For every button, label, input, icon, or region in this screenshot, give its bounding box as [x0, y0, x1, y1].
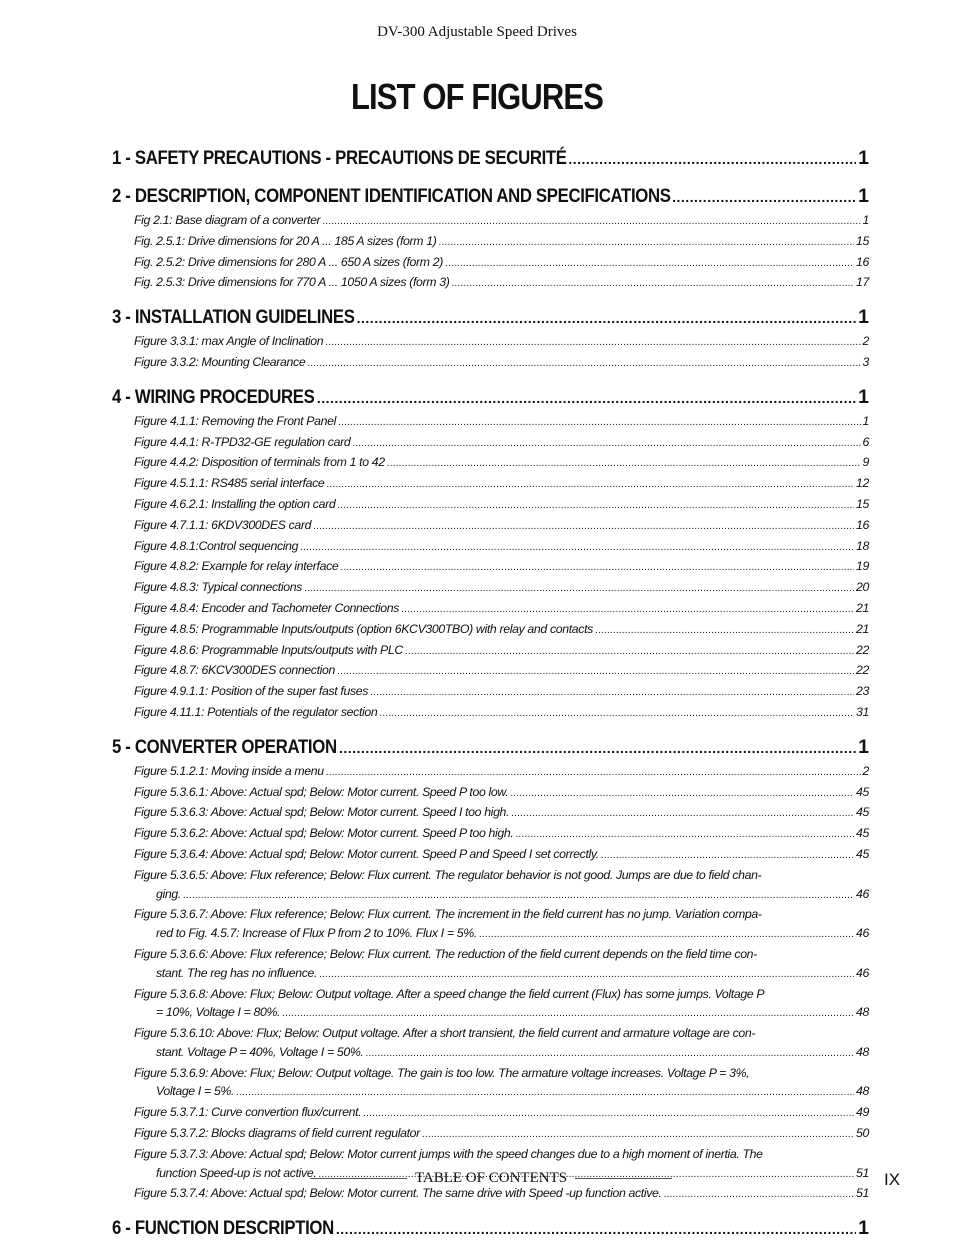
dot-leader	[340, 559, 854, 578]
figure-caption-line1: Figure 5.3.6.6: Above: Flux reference; Below: Flux current. The reduction of the field current depends on the field time con-	[134, 946, 757, 961]
figure-page: 48	[856, 1084, 869, 1099]
section-heading[interactable]	[112, 143, 869, 173]
figure-caption-line1: Figure 5.3.6.5: Above: Flux reference; Below: Flux current. The regulator behavior is not good. Jumps are due to field chan-	[134, 867, 762, 882]
section-page: 1	[858, 147, 869, 169]
dot-leader	[438, 234, 854, 253]
figure-page: 49	[856, 1105, 869, 1120]
dot-leader	[568, 144, 856, 174]
figure-entry[interactable]	[134, 353, 869, 374]
dot-leader	[387, 455, 861, 474]
figure-page: 46	[856, 886, 869, 901]
figure-entry[interactable]	[134, 985, 869, 1025]
figure-caption-line1: Figure 5.3.6.7: Above: Flux reference; Below: Flux current. The increment in the field current has no jump. Variation compa-	[134, 907, 762, 922]
figure-caption-line1: Figure 5.3.6.8: Above: Flux; Below: Output voltage. After a speed change the field current (Flux) has some jumps. Voltage P	[134, 986, 765, 1001]
figure-page: 20	[856, 580, 869, 595]
figure-caption: Figure 4.8.5: Programmable Inputs/outputs (option 6KCV300TBO) with relay and contacts	[134, 621, 593, 636]
toc-section	[112, 143, 869, 173]
figure-page: 16	[856, 517, 869, 532]
figure-caption: Figure 5.3.6.3: Above: Actual spd; Below: Motor current. Speed I too high.	[134, 805, 510, 820]
toc-section	[112, 181, 869, 294]
dot-leader	[352, 435, 860, 454]
dot-leader	[300, 539, 854, 558]
toc-section	[112, 732, 869, 1206]
dot-leader	[338, 414, 860, 433]
section-page: 1	[858, 1217, 869, 1240]
figure-caption: Figure 4.6.2.1: Installing the option card	[134, 496, 336, 511]
figure-caption-line2: function Speed-up is not active.	[156, 1165, 317, 1180]
figure-entry[interactable]	[134, 1103, 869, 1124]
section-page: 1	[858, 735, 869, 758]
page-footer	[310, 1170, 672, 1187]
figure-caption: Fig. 2.5.2: Drive dimensions for 280 A ... 650 A sizes (form 2)	[134, 254, 443, 269]
figure-entry[interactable]	[134, 783, 869, 804]
dot-leader	[515, 826, 854, 845]
figure-caption: Fig 2.1: Base diagram of a converter	[134, 213, 321, 227]
dot-leader	[326, 476, 854, 495]
figure-page: 45	[856, 784, 869, 799]
figure-entry[interactable]	[134, 273, 869, 294]
figure-caption: Figure 4.8.6: Programmable Inputs/outputs with PLC	[134, 642, 403, 657]
figure-caption-line2: = 10%, Voltage I = 80%.	[156, 1005, 281, 1020]
figure-entry[interactable]	[134, 703, 869, 724]
figure-entry[interactable]	[134, 1064, 869, 1104]
page-title: LIST OF FIGURES	[350, 76, 603, 117]
figure-page: 45	[856, 826, 869, 841]
figure-caption: Figure 5.3.7.1: Curve convertion flux/current.	[134, 1105, 362, 1120]
figure-page: 1	[862, 413, 869, 428]
dot-leader	[337, 663, 854, 682]
dot-leader	[322, 213, 860, 232]
figure-caption: Figure 5.3.6.4: Above: Actual spd; Below: Motor current. Speed P and Speed I set correctly.	[134, 846, 599, 861]
dot-leader	[664, 1186, 854, 1205]
figure-page: 46	[856, 965, 869, 980]
footer-rule-right	[575, 1178, 672, 1179]
figure-page: 22	[856, 642, 869, 657]
dot-leader	[405, 643, 854, 662]
figure-entry[interactable]	[134, 433, 869, 454]
figure-entry[interactable]	[134, 945, 869, 985]
figure-caption: Figure 3.3.1: max Angle of Inclination	[134, 334, 324, 349]
figure-page: 51	[856, 1165, 869, 1180]
figure-page: 48	[856, 1005, 869, 1020]
figure-entry[interactable]	[134, 232, 869, 253]
figure-list	[112, 332, 869, 374]
footer-label: TABLE OF CONTENTS	[414, 1170, 568, 1186]
dot-leader	[401, 601, 854, 620]
figure-entry[interactable]	[134, 661, 869, 682]
dot-leader	[479, 926, 854, 945]
figure-caption: Figure 5.3.6.2: Above: Actual spd; Below: Motor current. Speed P too high.	[134, 826, 514, 841]
figure-entry[interactable]	[134, 495, 869, 516]
figure-page: 46	[856, 926, 869, 941]
figure-caption: Figure 4.8.4: Encoder and Tachometer Connections	[134, 600, 400, 615]
dot-leader	[282, 1005, 854, 1024]
dot-leader	[325, 334, 860, 353]
figure-caption: Figure 4.1.1: Removing the Front Panel	[134, 413, 337, 428]
dot-leader	[319, 966, 854, 985]
dot-leader	[317, 383, 856, 413]
section-page: 1	[858, 185, 869, 207]
dot-leader	[326, 764, 861, 783]
figure-entry[interactable]	[134, 537, 869, 558]
figure-entry[interactable]	[134, 332, 869, 353]
section-heading[interactable]	[112, 181, 869, 211]
figure-entry[interactable]	[134, 211, 869, 232]
toc-section	[112, 1213, 869, 1243]
figure-page: 48	[856, 1044, 869, 1059]
figure-caption-line2: Voltage I = 5%.	[156, 1084, 235, 1099]
figure-caption: Figure 5.3.6.1: Above: Actual spd; Below: Motor current. Speed P too low.	[134, 784, 509, 799]
figure-caption: Figure 4.5.1.1: RS485 serial interface	[134, 476, 325, 491]
section-title: 6 - FUNCTION DESCRIPTION	[112, 1217, 334, 1240]
figure-entry[interactable]	[134, 516, 869, 537]
figure-page: 2	[862, 334, 869, 349]
figure-caption: Figure 4.4.1: R-TPD32-GE regulation card	[134, 434, 351, 449]
figure-caption-line2: ging.	[156, 886, 181, 901]
figure-page: 17	[856, 275, 869, 290]
figure-entry[interactable]	[134, 253, 869, 274]
figure-page: 23	[856, 684, 869, 699]
figure-entry[interactable]	[134, 866, 869, 906]
figure-entry[interactable]	[134, 578, 869, 599]
toc-section	[112, 382, 869, 724]
toc-section	[112, 302, 869, 374]
figure-caption-line2: stant. Voltage P = 40%, Voltage I = 50%.	[156, 1044, 364, 1059]
dot-leader	[422, 1126, 854, 1145]
list-of-figures	[112, 143, 869, 1251]
figure-entry[interactable]	[134, 905, 869, 945]
figure-entry[interactable]	[134, 845, 869, 866]
figure-caption: Figure 4.4.2: Disposition of terminals from 1 to 42	[134, 455, 385, 470]
dot-leader	[304, 580, 854, 599]
figure-page: 2	[862, 763, 869, 778]
figure-page: 45	[856, 846, 869, 861]
section-title: 1 - SAFETY PRECAUTIONS - PRECAUTIONS DE SECURITÉ	[112, 147, 567, 169]
figure-page: 51	[856, 1186, 869, 1201]
dot-leader	[357, 303, 857, 333]
figure-page: 21	[856, 621, 869, 636]
dot-leader	[511, 805, 854, 824]
figure-caption: Figure 5.3.7.4: Above: Actual spd; Below: Motor current. The same drive with Speed -up function active.	[134, 1186, 662, 1201]
figure-caption-line1: Figure 5.3.7.3: Above: Actual spd; Below: Motor current jumps with the speed changes due to a high moment of inertia. The	[134, 1146, 763, 1161]
figure-entry[interactable]	[134, 803, 869, 824]
figure-entry[interactable]	[134, 474, 869, 495]
figure-entry[interactable]	[134, 453, 869, 474]
figure-caption: Figure 5.3.7.2: Blocks diagrams of field current regulator	[134, 1126, 420, 1141]
figure-caption-line1: Figure 5.3.6.10: Above: Flux; Below: Output voltage. After a short transient, the field current and armature voltage are con-	[134, 1026, 756, 1041]
figure-list	[112, 762, 869, 1206]
dot-leader	[510, 785, 854, 804]
footer-rule-left	[310, 1178, 407, 1179]
figure-caption: Figure 4.8.7: 6KCV300DES connection	[134, 663, 336, 678]
figure-caption: Figure 3.3.2: Mounting Clearance	[134, 354, 306, 369]
figure-entry[interactable]	[134, 557, 869, 578]
figure-caption: Fig. 2.5.1: Drive dimensions for 20 A ... 185 A sizes (form 1)	[134, 233, 437, 248]
section-heading[interactable]	[112, 302, 869, 332]
figure-caption: Figure 4.7.1.1: 6KDV300DES card	[134, 517, 312, 532]
figure-entry[interactable]	[134, 824, 869, 845]
dot-leader	[313, 518, 854, 537]
section-heading[interactable]	[112, 382, 869, 412]
figure-entry[interactable]	[134, 682, 869, 703]
figure-page: 45	[856, 805, 869, 820]
figure-caption: Figure 4.9.1.1: Position of the super fast fuses	[134, 684, 369, 699]
figure-caption: Figure 4.11.1: Potentials of the regulator section	[134, 704, 378, 719]
dot-leader	[601, 847, 854, 866]
figure-entry[interactable]	[134, 1124, 869, 1145]
section-page: 1	[858, 385, 869, 408]
figure-entry[interactable]	[134, 762, 869, 783]
figure-entry[interactable]	[134, 641, 869, 662]
figure-page: 6	[862, 434, 869, 449]
page-number: IX	[884, 1170, 901, 1189]
dot-leader	[339, 733, 856, 763]
figure-list	[112, 211, 869, 294]
figure-page: 15	[856, 496, 869, 511]
figure-caption: Figure 4.8.3: Typical connections	[134, 580, 302, 595]
running-header: DV-300 Adjustable Speed Drives	[377, 24, 577, 40]
figure-caption-line2: red to Fig. 4.5.7: Increase of Flux P from 2 to 10%. Flux I = 5%.	[156, 926, 477, 941]
dot-leader	[307, 355, 860, 374]
figure-page: 1	[862, 213, 869, 227]
figure-entry[interactable]	[134, 1184, 869, 1205]
section-title: 5 - CONVERTER OPERATION	[112, 735, 337, 758]
figure-caption-line2: stant. The reg has no influence.	[156, 965, 318, 980]
figure-caption: Fig. 2.5.3: Drive dimensions for 770 A ... 1050 A sizes (form 3)	[134, 275, 450, 290]
figure-page: 15	[856, 233, 869, 248]
figure-list	[112, 412, 869, 724]
figure-page: 18	[856, 538, 869, 553]
figure-page: 21	[856, 600, 869, 615]
section-title: 3 - INSTALLATION GUIDELINES	[112, 306, 355, 329]
dot-leader	[595, 622, 854, 641]
dot-leader	[445, 255, 854, 274]
figure-page: 12	[856, 476, 869, 491]
figure-page: 50	[856, 1126, 869, 1141]
dot-leader	[370, 684, 854, 703]
figure-entry[interactable]	[134, 1024, 869, 1064]
figure-page: 16	[856, 254, 869, 269]
dot-leader	[672, 182, 856, 212]
section-title: 2 - DESCRIPTION, COMPONENT IDENTIFICATION AND SPECIFICATIONS	[112, 185, 671, 207]
section-heading[interactable]	[112, 1213, 869, 1243]
dot-leader	[379, 705, 854, 724]
figure-entry[interactable]	[134, 412, 869, 433]
dot-leader	[336, 1214, 856, 1244]
dot-leader	[236, 1084, 854, 1103]
figure-entry[interactable]	[134, 599, 869, 620]
figure-caption-line1: Figure 5.3.6.9: Above: Flux; Below: Output voltage. The gain is too low. The armature voltage increases. Voltage P = 3%,	[134, 1065, 750, 1080]
figure-page: 3	[862, 354, 869, 369]
figure-page: 19	[856, 559, 869, 574]
figure-caption: Figure 4.8.1:Control sequencing	[134, 538, 299, 553]
dot-leader	[337, 497, 854, 516]
dot-leader	[451, 275, 854, 294]
dot-leader	[183, 887, 854, 906]
figure-caption: Figure 5.1.2.1: Moving inside a menu	[134, 763, 324, 778]
dot-leader	[363, 1105, 854, 1124]
figure-page: 31	[856, 704, 869, 719]
figure-caption: Figure 4.8.2: Example for relay interface	[134, 559, 339, 574]
section-heading[interactable]	[112, 732, 869, 762]
dot-leader	[366, 1045, 855, 1064]
section-title: 4 - WIRING PROCEDURES	[112, 385, 315, 408]
figure-entry[interactable]	[134, 620, 869, 641]
section-page: 1	[858, 306, 869, 329]
figure-page: 22	[856, 663, 869, 678]
figure-page: 9	[862, 455, 869, 470]
